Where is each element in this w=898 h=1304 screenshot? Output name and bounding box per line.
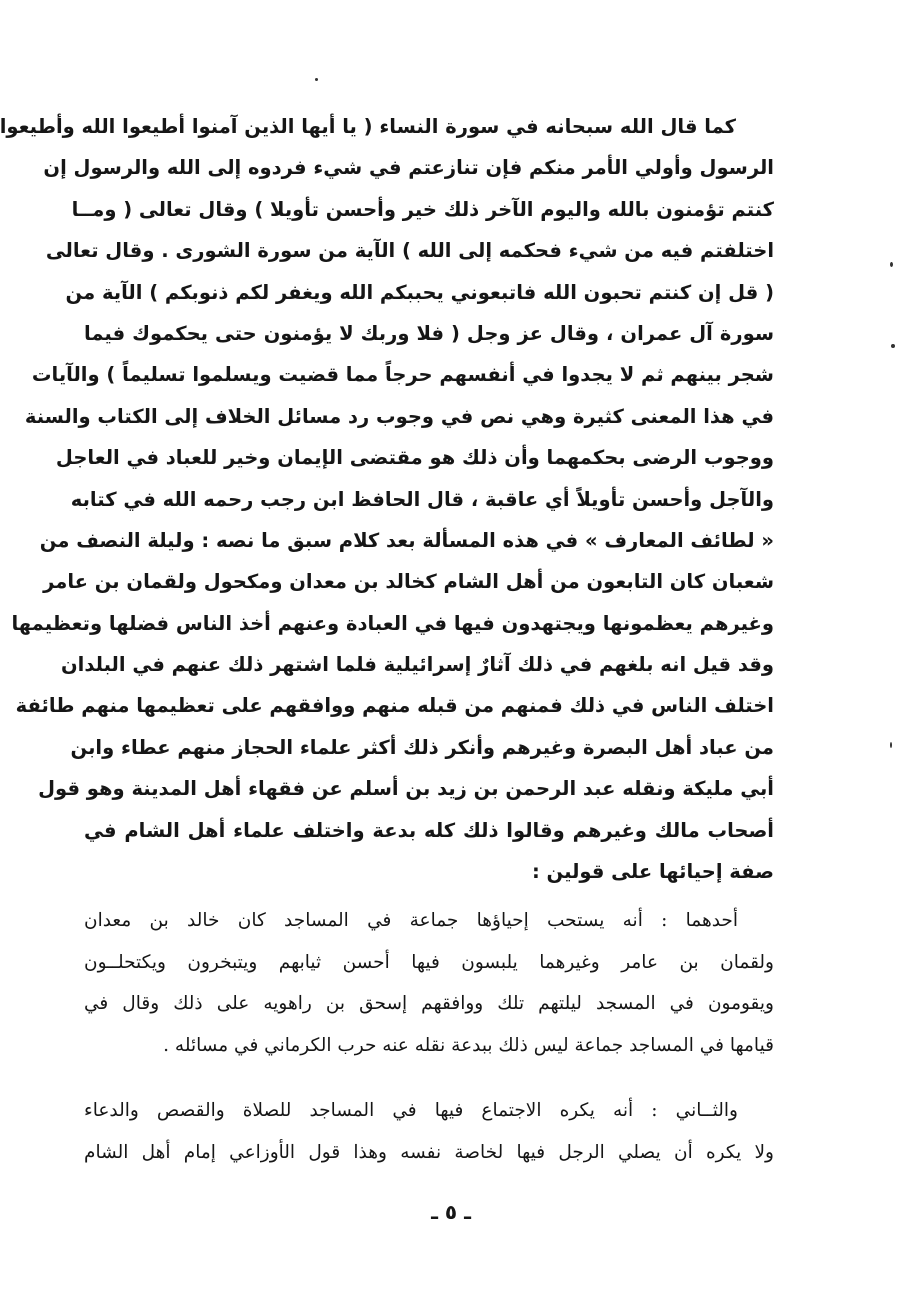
text-line: وقد قيل انه بلغهم في ذلك آثارٌ إسرائيلية فلما اشتهر ذلك عنهم في البلدان xyxy=(61,653,774,677)
first-opinion-paragraph xyxy=(84,900,774,1066)
text-line: « لطائف المعارف » في هذه المسألة بعد كلام سبق ما نصه : وليلة النصف من xyxy=(39,528,774,552)
text-line: ( قل إن كنتم تحبون الله فاتبعوني يحببكم الله ويغفر لكم ذنوبكم ) الآية من xyxy=(65,280,774,304)
text-line: أحدهما : أنه يستحب إحياؤها جماعة في المساجد كان خالد بن معدان xyxy=(84,910,738,931)
text-line: أبي مليكة ونقله عبد الرحمن بن زيد بن أسلم عن فقهاء أهل المدينة وهو قول xyxy=(38,777,774,801)
text-line: والآجل وأحسن تأويلاً أي عاقبة ، قال الحافظ ابن رجب رحمه الله في كتابه xyxy=(70,487,774,511)
text-line: ووجوب الرضى بحكمهما وأن ذلك هو مقتضى الإيمان وخير للعباد في العاجل xyxy=(55,446,774,470)
text-line: شعبان كان التابعون من أهل الشام كخالد بن معدان ومكحول ولقمان بن عامر xyxy=(43,570,774,594)
second-opinion-paragraph xyxy=(84,1090,774,1173)
text-line: كنتم تؤمنون بالله واليوم الآخر ذلك خير وأحسن تأويلا ) وقال تعالى ( ومــا xyxy=(71,197,774,221)
text-line: اختلفتم فيه من شيء فحكمه إلى الله ) الآية من سورة الشورى . وقال تعالى xyxy=(45,239,774,263)
text-line: وغيرهم يعظمونها ويجتهدون فيها في العبادة وعنهم أخذ الناس فضلها وتعظيمها xyxy=(11,611,774,635)
text-line: قيامها في المساجد جماعة ليس ذلك ببدعة نقله عنه حرب الكرماني في مسائله . xyxy=(163,1034,774,1056)
text-line: كما قال الله سبحانه في سورة النساء ( يا أيها الذين آمنوا أطيعوا الله وأطيعوا xyxy=(0,115,736,138)
text-line: صفة إحيائها على قولين : xyxy=(531,860,774,884)
text-line: والثــاني : أنه يكره الاجتماع فيها في المساجد للصلاة والقصص والدعاء xyxy=(84,1100,738,1121)
text-line: من عباد أهل البصرة وغيرهم وأنكر ذلك أكثر علماء الحجاز منهم عطاء وابن xyxy=(70,735,774,759)
print-speck xyxy=(890,742,892,748)
text-line: في هذا المعنى كثيرة وهي نص في وجوب رد مسائل الخلاف إلى الكتاب والسنة xyxy=(24,404,774,428)
text-line: ولقمان بن عامر وغيرهما يلبسون فيها أحسن ثيابهم ويتبخرون ويكتحلــون xyxy=(84,951,774,973)
text-line: سورة آل عمران ، وقال عز وجل ( فلا وربك لا يؤمنون حتى يحكموك فيما xyxy=(84,321,774,345)
print-speck xyxy=(315,78,318,81)
print-speck xyxy=(890,262,893,267)
print-speck xyxy=(891,344,895,348)
text-line: ويقومون في المسجد ليلتهم تلك ووافقهم إسحق بن راهويه على ذلك وقال في xyxy=(84,993,774,1014)
quoted-passage xyxy=(0,106,774,892)
page-number: ـ ٥ ـ xyxy=(431,1200,471,1224)
text-line: اختلف الناس في ذلك فمنهم من قبله منهم ووافقهم على تعظيمها منهم طائفة xyxy=(15,694,774,718)
text-line: الرسول وأولي الأمر منكم فإن تنازعتم في شيء فردوه إلى الله والرسول إن xyxy=(43,156,774,180)
text-line: شجر بينهم ثم لا يجدوا في أنفسهم حرجاً مما قضيت ويسلموا تسليماً ) والآيات xyxy=(31,363,774,387)
text-line: ولا يكره أن يصلي الرجل فيها لخاصة نفسه وهذا قول الأوزاعي إمام أهل الشام xyxy=(84,1141,774,1163)
text-line: أصحاب مالك وغيرهم وقالوا ذلك كله بدعة واختلف علماء أهل الشام في xyxy=(84,818,774,842)
